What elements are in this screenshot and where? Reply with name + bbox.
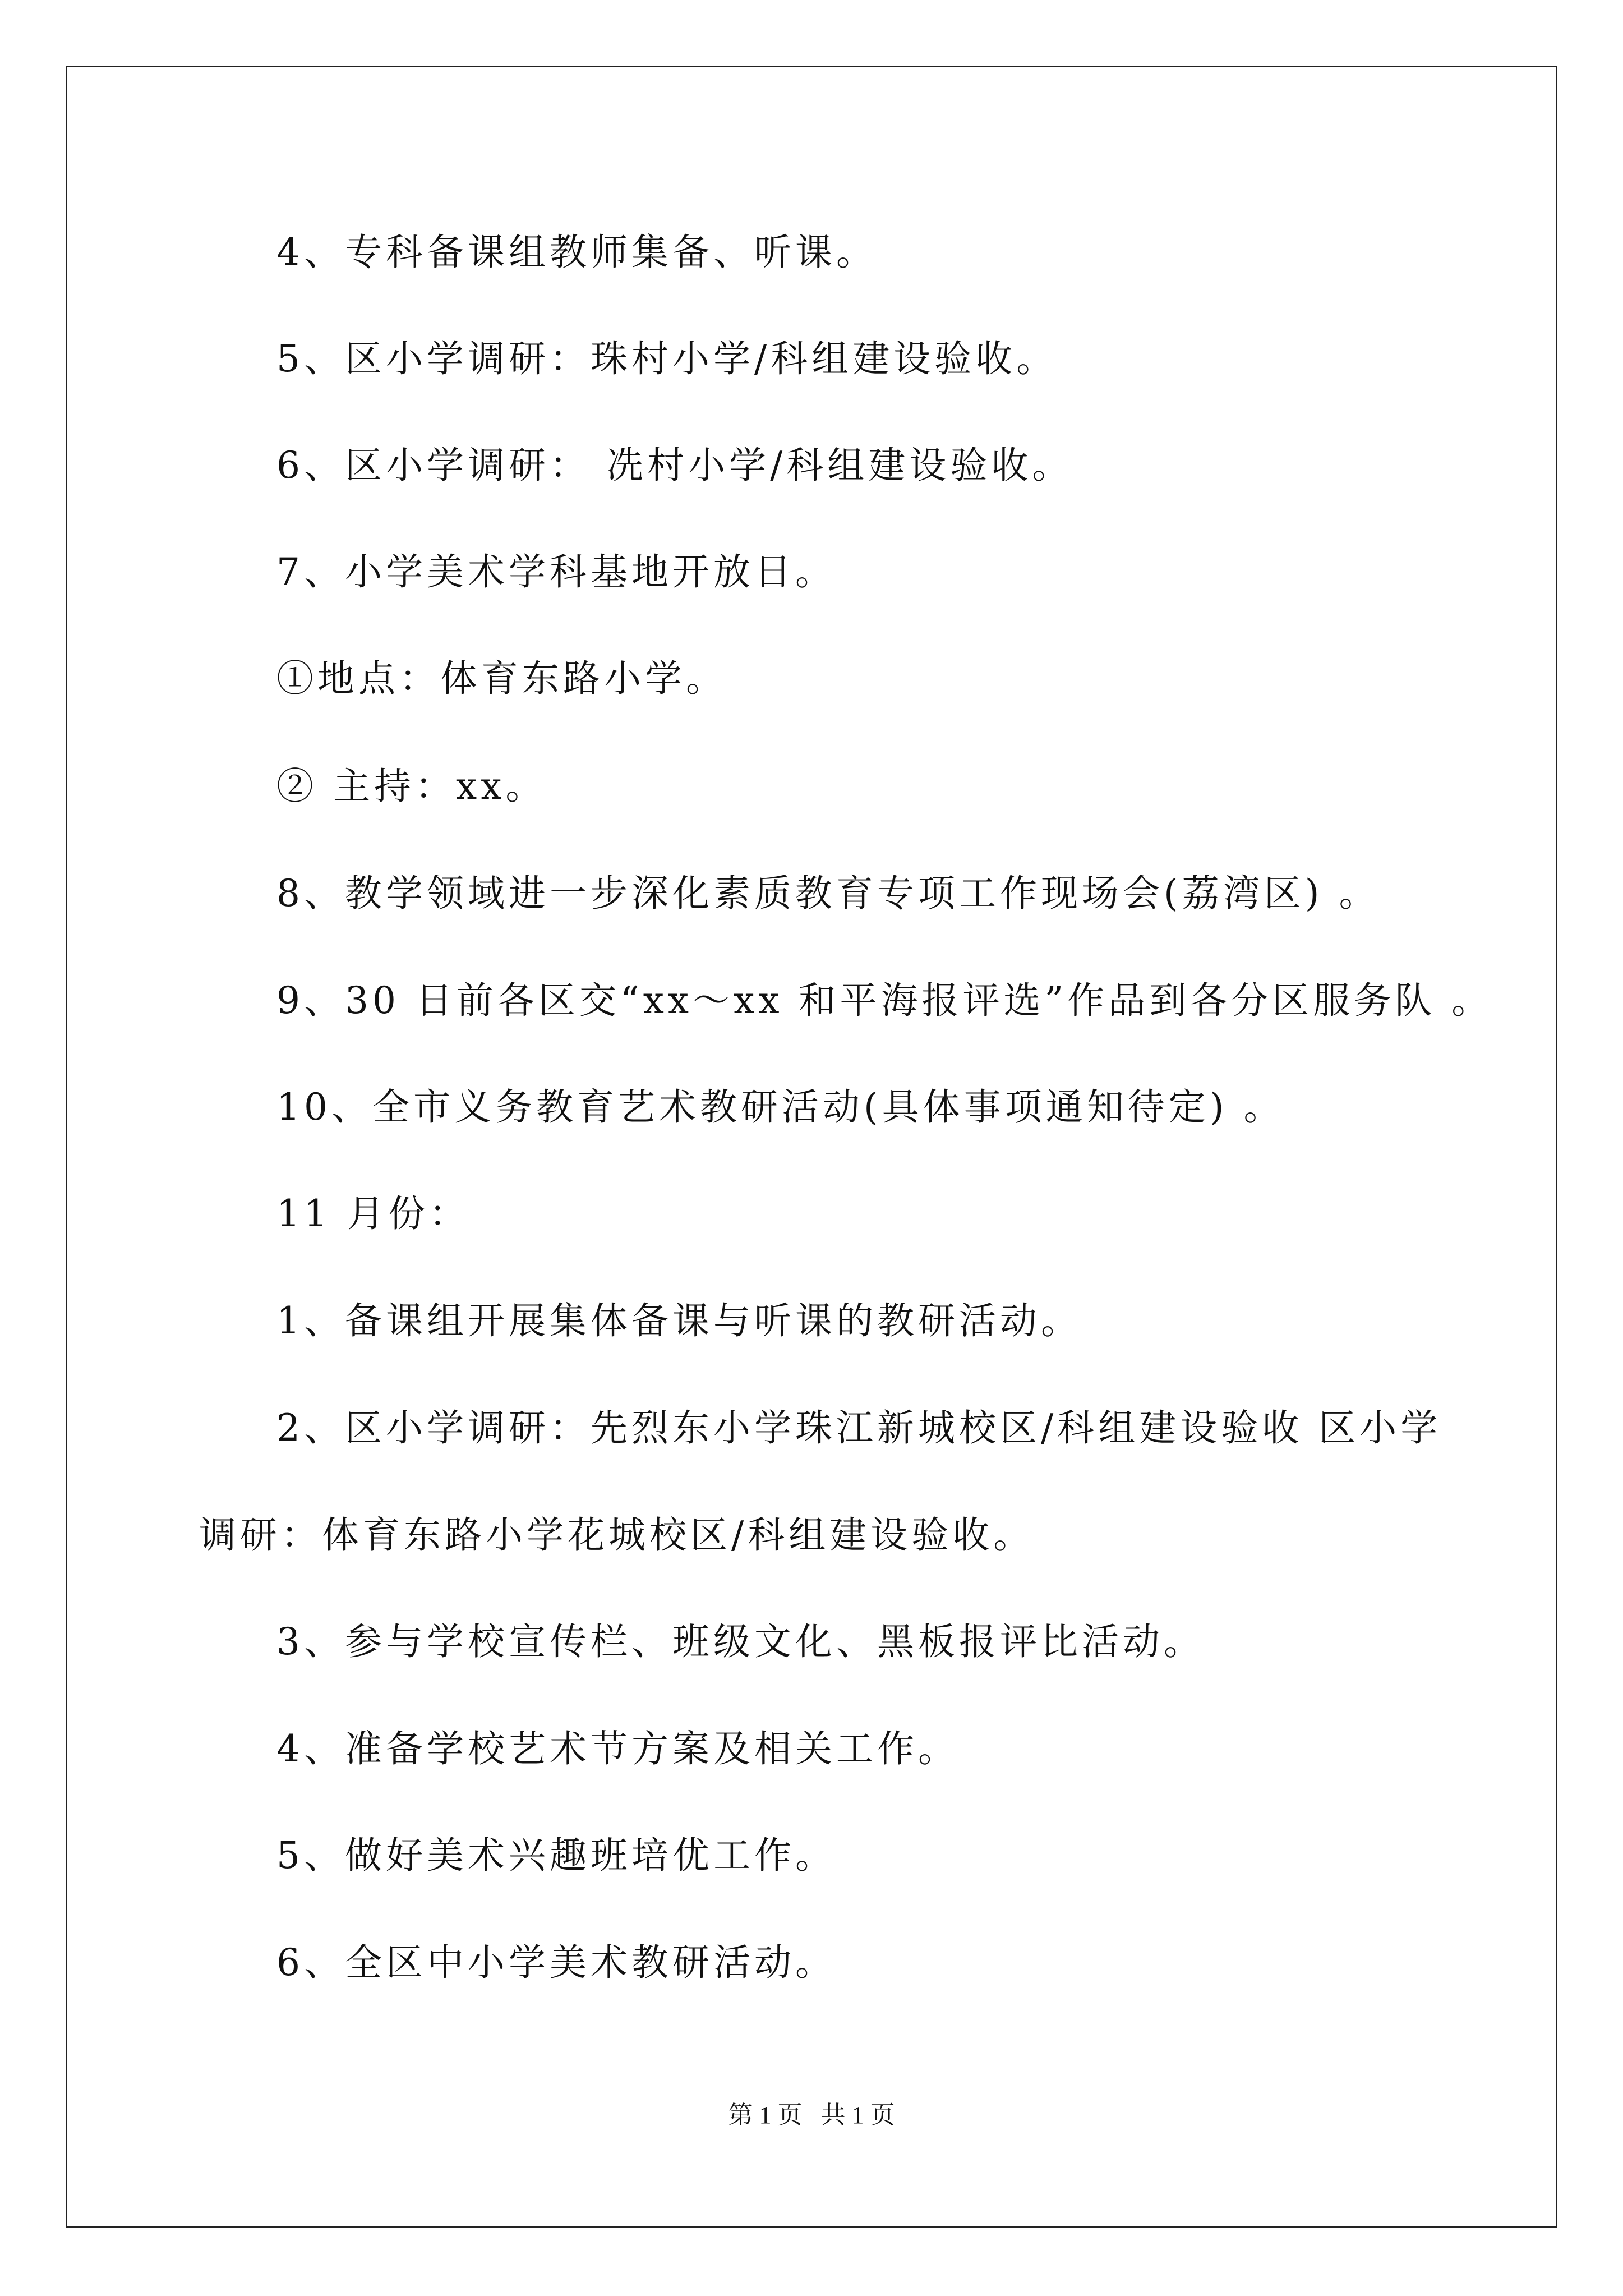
text-line-2: 5、区小学调研：珠村小学/科组建设验收。 (276, 337, 1058, 380)
text-line-11: 1、备课组开展集体备课与听课的教研活动。 (276, 1299, 1082, 1342)
text-line-17: 6、全区中小学美术教研活动。 (276, 1941, 836, 1984)
text-line-8: 9、30 日前各区交“xx～xx 和平海报评选”作品到各分区服务队 。 (276, 979, 1493, 1022)
text-line-6: ② 主持：xx。 (276, 765, 547, 808)
text-line-5: ①地点：体育东路小学。 (276, 657, 727, 700)
text-line-16: 5、做好美术兴趣班培优工作。 (276, 1834, 836, 1877)
text-line-7: 8、教学领域进一步深化素质教育专项工作现场会(荔湾区) 。 (276, 872, 1380, 915)
text-line-10: 11 月份： (276, 1192, 470, 1235)
text-line-4: 7、小学美术学科基地开放日。 (276, 550, 836, 593)
text-line-14: 3、参与学校宣传栏、班级文化、黑板报评比活动。 (276, 1620, 1205, 1663)
text-line-15: 4、准备学校艺术节方案及相关工作。 (276, 1727, 959, 1770)
text-line-1: 4、专科备课组教师集备、听课。 (276, 231, 877, 274)
text-line-13: 调研：体育东路小学花城校区/科组建设验收。 (199, 1513, 1035, 1557)
page-number-footer: 第 1 页 共 1 页 (728, 2101, 895, 2129)
page-border (66, 66, 1557, 2228)
text-line-3: 6、区小学调研： 冼村小学/科组建设验收。 (276, 444, 1073, 487)
text-line-12: 2、区小学调研：先烈东小学珠江新城校区/科组建设验收 区小学 (276, 1406, 1442, 1450)
text-line-9: 10、全市义务教育艺术教研活动(具体事项通知待定) 。 (276, 1085, 1285, 1129)
